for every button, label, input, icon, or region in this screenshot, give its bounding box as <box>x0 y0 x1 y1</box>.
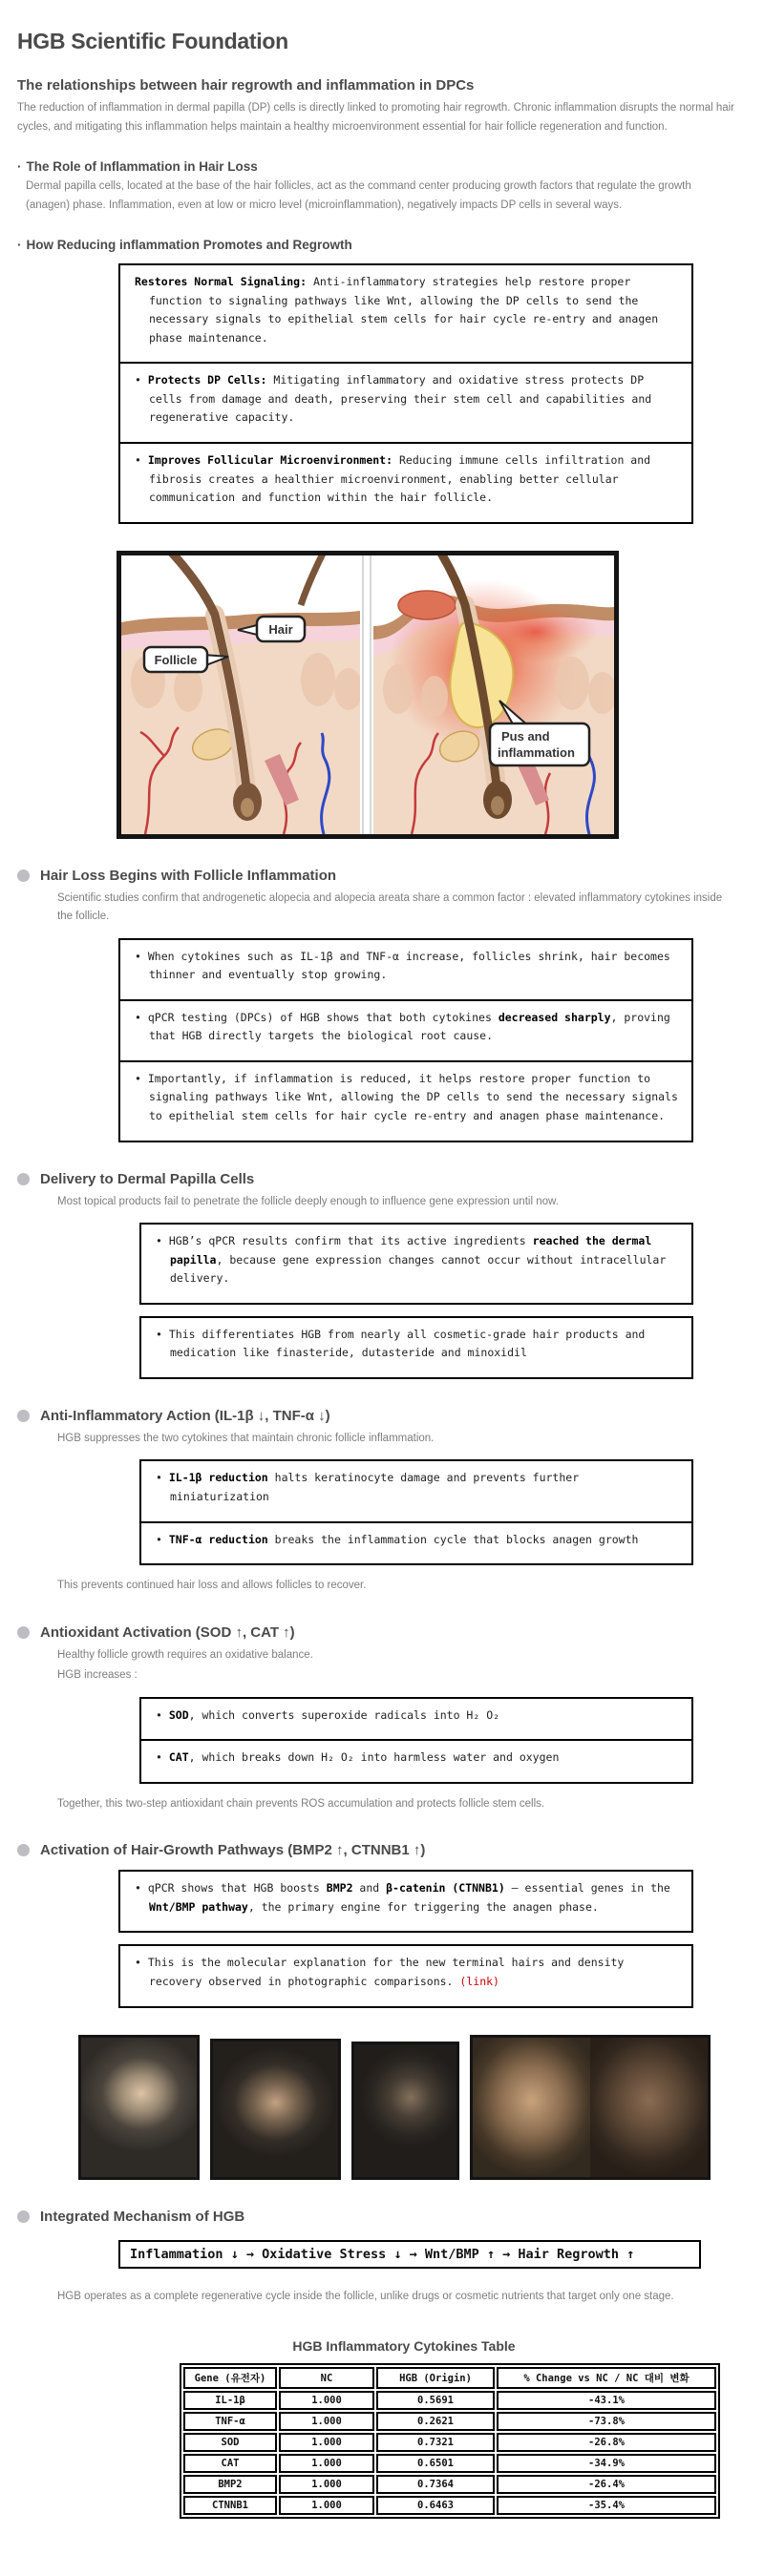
table-cell: IL-1β <box>183 2391 277 2410</box>
role-section-heading: · The Role of Inflammation in Hair Loss <box>17 159 258 175</box>
dot-bullet: · <box>17 238 22 253</box>
table-cell: -43.1% <box>497 2391 716 2410</box>
table-cell: 0.2621 <box>376 2412 495 2431</box>
table-header-cell: NC <box>279 2367 374 2389</box>
delivery-intro-paragraph: Most topical products fail to penetrate the follicle deeply enough to influence gene expression until now. <box>57 1195 559 1207</box>
info-box-row: • HGB’s qPCR results confirm that its active ingredients reached the dermal papilla, because gene expression changes cannot occur without intracellular delivery. <box>156 1234 667 1286</box>
table-row <box>183 2391 716 2410</box>
hairloss-section-heading: Hair Loss Begins with Follicle Inflammation <box>17 868 735 884</box>
antioxidant-footer-paragraph: Together, this two-step antioxidant chain prevents ROS accumulation and protects follicle stem cells. <box>57 1797 545 1810</box>
table-cell: SOD <box>183 2433 277 2452</box>
table-row <box>183 2454 716 2473</box>
integrated-section-heading: Integrated Mechanism of HGB <box>17 2209 735 2225</box>
main-section-heading: The relationships between hair regrowth and inflammation in DPCs <box>17 77 475 94</box>
info-box-row: • TNF-α reduction breaks the inflammation cycle that blocks anagen growth <box>141 1521 691 1564</box>
info-box-row: • This differentiates HGB from nearly all cosmetic-grade hair products and medication like finasteride, dutasteride and minoxidil <box>156 1327 646 1360</box>
info-box-row: • qPCR testing (DPCs) of HGB shows that both cytokines decreased sharply, proving that HGB directly targets the biological root cause. <box>120 999 691 1060</box>
scalp-photo-after <box>590 2038 708 2177</box>
section-bullet-circle <box>17 1626 30 1639</box>
info-box-row: • qPCR shows that HGB boosts BMP2 and β-catenin (CTNNB1) — essential genes in the Wnt/BMP pathway, the primary engine for triggering the anagen phase. <box>135 1881 670 1914</box>
section-bullet-circle <box>17 2210 30 2223</box>
table-row <box>183 2412 716 2431</box>
scalp-photo-3 <box>351 2042 459 2180</box>
how-section-heading: · How Reducing inflammation Promotes and Regrowth <box>17 238 352 253</box>
info-box-row: • This is the molecular explanation for the new terminal hairs and density recovery observed in photographic comparisons. (link) <box>135 1956 625 1988</box>
follicle-diagram-svg <box>121 555 614 834</box>
section-bullet-circle <box>17 1173 30 1185</box>
table-cell: 0.7364 <box>376 2475 495 2494</box>
svg-text:Hair: Hair <box>268 621 293 637</box>
antiinflammatory-intro-paragraph: HGB suppresses the two cytokines that maintain chronic follicle inflammation. <box>57 1432 435 1444</box>
hairloss-info-box <box>118 938 693 1142</box>
delivery-info-box-2 <box>139 1316 693 1379</box>
table-cell: -35.4% <box>497 2496 716 2515</box>
antioxidant-intro-line1: Healthy follicle growth requires an oxidative balance. <box>57 1648 313 1661</box>
antioxidant-info-box <box>139 1697 693 1784</box>
table-header-cell: HGB (Origin) <box>376 2367 495 2389</box>
cytokine-table <box>180 2363 720 2519</box>
table-cell: -73.8% <box>497 2412 716 2431</box>
table-cell: BMP2 <box>183 2475 277 2494</box>
table-cell: TNF-α <box>183 2412 277 2431</box>
info-box-row: • SOD, which converts superoxide radicals into H₂ O₂ <box>156 1707 500 1722</box>
table-row <box>183 2496 716 2515</box>
mechanism-flow-box: Inflammation ↓ → Oxidative Stress ↓ → Wnt/BMP ↑ → Hair Regrowth ↑ <box>118 2240 701 2269</box>
table-cell: 1.000 <box>279 2475 374 2494</box>
table-cell: -26.4% <box>497 2475 716 2494</box>
photographic-comparison-link[interactable]: (link) <box>459 1974 499 1988</box>
info-box-row: • Protects DP Cells: Mitigating inflammatory and oxidative stress protects DP cells from damage and death, preserving their stem cell and capabilities and regenerative capacity. <box>120 362 691 442</box>
antiinflammatory-section-heading: Anti-Inflammatory Action (IL-1β ↓, TNF-α ↓) <box>17 1408 735 1424</box>
role-section-paragraph: Dermal papilla cells, located at the base of the hair follicles, act as the command center producing growth factors that regulate the growth (anagen) phase. Inflammation, even at low or micro level (microinflammation), negatively impacts DP cells in several ways. <box>26 180 691 211</box>
table-cell: -26.8% <box>497 2433 716 2452</box>
pathways-info-box-2 <box>118 1944 693 2007</box>
antioxidant-section-heading: Antioxidant Activation (SOD ↑, CAT ↑) <box>17 1624 735 1641</box>
table-header-cell: % Change vs NC / NC 대비 변화 <box>497 2367 716 2389</box>
scalp-photo-before-after <box>470 2035 711 2180</box>
scalp-photo-2 <box>210 2039 341 2180</box>
table-cell: CAT <box>183 2454 277 2473</box>
how-info-box <box>118 263 693 523</box>
table-cell: CTNNB1 <box>183 2496 277 2515</box>
info-box-row: • IL-1β reduction halts keratinocyte damage and prevents further miniaturization <box>156 1471 580 1503</box>
cytokine-table-title: HGB Inflammatory Cytokines Table <box>292 2338 516 2355</box>
section-bullet-circle <box>17 1410 30 1422</box>
table-cell: 1.000 <box>279 2433 374 2452</box>
table-cell: 1.000 <box>279 2412 374 2431</box>
info-box-row: • When cytokines such as IL-1β and TNF-α increase, follicles shrink, hair becomes thinner and eventually stop growing. <box>135 949 670 982</box>
section-bullet-circle <box>17 1844 30 1856</box>
delivery-section-heading: Delivery to Dermal Papilla Cells <box>17 1171 735 1187</box>
pathways-info-box-1 <box>118 1870 693 1933</box>
table-header-row <box>183 2367 716 2389</box>
scalp-photos-row <box>78 2035 735 2180</box>
page-title: HGB Scientific Foundation <box>17 29 288 53</box>
inflamed-skin-panel <box>373 555 614 834</box>
dot-bullet: · <box>17 159 22 175</box>
table-header-cell: Gene (유전자) <box>183 2367 277 2389</box>
delivery-info-box-1 <box>139 1223 693 1305</box>
pathways-section-heading: Activation of Hair-Growth Pathways (BMP2 ↑, CTNNB1 ↑) <box>17 1842 735 1858</box>
main-intro-paragraph: The reduction of inflammation in dermal papilla (DP) cells is directly linked to promoting hair regrowth. Chronic inflammation disrupts the normal hair cycles, and mitigating this inflammation helps maintain a healthy microenvironment essential for hair follicle regeneration and function. <box>17 102 735 133</box>
table-cell: 0.6463 <box>376 2496 495 2515</box>
table-cell: 1.000 <box>279 2454 374 2473</box>
info-box-row: • Improves Follicular Microenvironment: Reducing immune cells infiltration and fibrosis creates a healthier microenvironment, enabling better cellular communication and function within the hair follicle. <box>120 442 691 522</box>
table-row <box>183 2475 716 2494</box>
hairloss-intro-paragraph: Scientific studies confirm that androgenetic alopecia and alopecia areata share a common factor : elevated inflammatory cytokines inside the follicle. <box>57 891 723 923</box>
table-row <box>183 2433 716 2452</box>
table-cell: 1.000 <box>279 2496 374 2515</box>
integrated-footer-paragraph: HGB operates as a complete regenerative cycle inside the follicle, unlike drugs or cosmetic nutrients that target only one stage. <box>57 2290 674 2302</box>
table-cell: 0.7321 <box>376 2433 495 2452</box>
healthy-skin-panel <box>121 555 363 834</box>
info-box-row: • Importantly, if inflammation is reduced, it helps restore proper function to signaling pathways like Wnt, allowing the DP cells to send the necessary signals to epithelial stem cells for hair cycle re-entry and anagen phase maintenance. <box>120 1060 691 1141</box>
svg-text:inflammation: inflammation <box>498 744 575 760</box>
info-box-row: • CAT, which breaks down H₂ O₂ into harmless water and oxygen <box>141 1739 691 1782</box>
panel-divider <box>360 555 373 834</box>
antiinflammatory-info-box <box>139 1459 693 1565</box>
scalp-photo-1 <box>78 2035 200 2180</box>
table-cell: 0.6501 <box>376 2454 495 2473</box>
svg-text:Pus and: Pus and <box>501 728 550 743</box>
antioxidant-intro-line2: HGB increases : <box>57 1669 138 1682</box>
table-cell: -34.9% <box>497 2454 716 2473</box>
scalp-photo-before <box>473 2038 590 2177</box>
table-cell: 0.5691 <box>376 2391 495 2410</box>
antiinflammatory-footer-paragraph: This prevents continued hair loss and allows follicles to recover. <box>57 1580 367 1592</box>
section-bullet-circle <box>17 869 30 882</box>
follicle-diagram <box>117 551 619 839</box>
svg-text:Follicle: Follicle <box>154 652 198 667</box>
table-cell: 1.000 <box>279 2391 374 2410</box>
info-box-row: Restores Normal Signaling: Anti-inflammatory strategies help restore proper function to signaling pathways like Wnt, allowing the DP cells to send the necessary signals to epithelial stem cells for hair cycle re-entry and anagen phase maintenance. <box>135 275 659 345</box>
